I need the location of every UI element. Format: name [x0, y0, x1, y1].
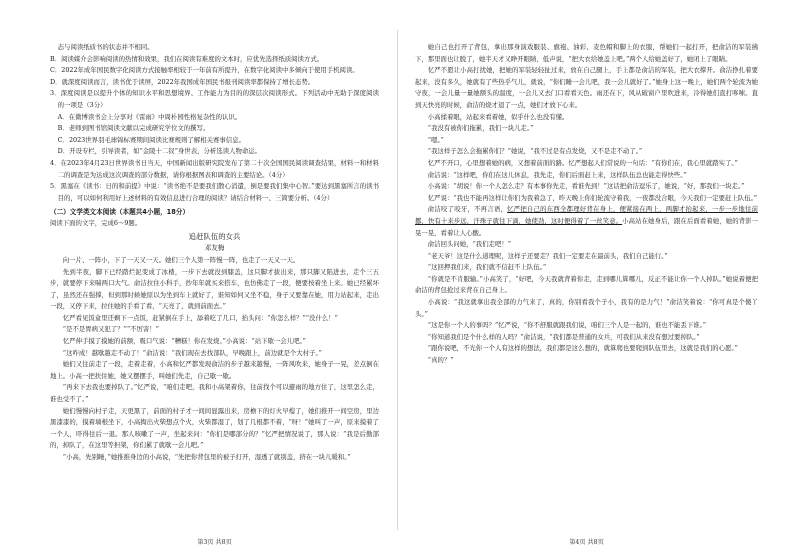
story-paragraph: 小高说：“胡说！你一个人怎么走？有本事你先走，看谁先到！”这话把俞洁逗乐了，她说，“好，那我们一块走。”	[427, 182, 745, 191]
page-number-4: 第4页 共8页	[569, 539, 604, 546]
q3-option-c: C．2023世界羽毛球锦标赛期间阅读比赛规则了解相关赛事信息。	[57, 135, 245, 144]
q3-option-b: B．老师到图书馆阅读文献以完成研究学位文的撰写。	[57, 124, 210, 133]
story-paragraph: 俞洁回头问她，“我们走吧！”	[427, 240, 512, 249]
story-paragraph: “老天爷！这是什么道理呢，这样子还要走？我们一定要走在最前头，我们自己能行。”	[427, 251, 668, 260]
q2-option-b: B．阅读媒介会影响阅读的热情和效果，我们在阅读有难度的文本时，应优先选择纸质阅读方式。	[50, 54, 324, 63]
paragraph-tail: 小高站在她身后，跟在后面看着她，她的背影一晃一晃，看着让人心酸。	[415, 216, 759, 237]
story-paragraph: 她们慢慢向村子走，天更黑了，前面的村子才一间间显露出来，房檐下的灯火早熄了，她们推开一间空房，里边黑漆漆的，摸着墙根坐下，小高掏出火柴想点个火，火柴都湿了，划了几根都不着，“呀！”她叫了一声，原来摸着了一个人，吓得往后一退。那人咳嗽了一声，坐起来问：“你们是哪部分的？”忆严把情况说了，那人说：“我是后勤部的，掉队了，在这里等担架，你们累了就歇一会儿吧。”	[50, 406, 379, 450]
q4-stem: 4．在2023年4月23日世界读书日当天，中国新闻出版研究院发布了第二十次全国国民阅读调查结果，材料一和材料二的调查是为达成这次调查的部分数据，请你根据图表和调查的主要结论。（4分）	[50, 158, 379, 179]
q3-stem: 3．深度阅读是以提升个体的知识水平和思想境界、工作能力为目的的深层次阅读形式。下列活动中无助于深度阅读的一项是（3分）	[50, 89, 379, 109]
story-paragraph: “跟你说吧，不光你一个人有这样的想法，我们都是这么想的，就算爬也要爬到队伍里去，这就是我们的心愿。”	[427, 344, 738, 353]
story-paragraph: 忆严伸手摸了摸她的前额，吸口气说：“糟糕！你在发烧。”小高说：“站下歇一会儿吧。”	[62, 337, 306, 346]
q2-option-c: C．2022年成年国民数字化阅读方式接触率相较于一年前有所提升，在数字化阅读中多倾向于使用手机阅读。	[50, 66, 359, 75]
story-paragraph: “你知道我们是个什么样的人吗？”俞洁说，“我们都是普通的女兵，可我们从来没有想过要掉队。”	[427, 332, 700, 341]
story-paragraph: 忆严不开口，心里想着她的病，又想着前面的路。忆严想起人们常说的一句话：“有你们在，我心里就踏实了。”	[427, 158, 738, 167]
story-paragraph: “你就是不肯服输。”小高笑了，“好吧，今天我就背着你走，走到哪儿算哪儿，反正不能让你一个人掉队。”她说着便把俞洁的背包抢过来背在自己身上。	[415, 274, 758, 295]
story-paragraph: “我没有被你们拖累，我们一块儿走。”	[427, 124, 534, 133]
story-paragraph: “这咋成！越歇越走不动了！”俞洁说：“我们现在去找部队，早晚跟上，前边就是个大村子。”	[62, 348, 322, 357]
story-paragraph: 忆严说：“我也不能再这样让你们为我着急了，昨天晚上你们轮流守着我，一夜都没合眼，今天我们一定要赶上队伍。”	[427, 193, 758, 202]
q3-option-a: A．在微博读书会上分享对《雷雨》中周朴园性格复杂性的认识。	[57, 112, 242, 121]
q2-b-continued: 态与阅读纸质书的状态并不相同。	[57, 43, 154, 51]
story-paragraph: 她们又往前走了一段，走着走着，小高和忆严都发现俞洁的步子越来越慢，一阵风吹来，她身子一晃，差点倒在地上。小高一把扶住她，她又摆摆手，叫她们先走，自己歇一歇。	[50, 360, 379, 380]
story-paragraph: “这是你一个人的事吗？”忆严说，“你不舒服就跟我们说，咱们三个人是一起的，谁也不能丢下谁。”	[427, 321, 707, 330]
story-paragraph: “我这样子怎么会拖累你们？”她说，“我不过是有点发烧，又不是走不动了。”	[427, 147, 643, 156]
story-paragraph: 她自己也打开了背包，拿出那身演戏服装、旗袍、油彩、麦色帽和脚上的衣服，帮她们一起打开，把俞洁的军装拂下，那里面也让脱了，她半天才又睁开眼睛，低声说，“把大衣给她盖上吧。”两个人给她盖好了，她闭上了眼睛。	[415, 43, 758, 63]
story-paragraph: “嗯。”	[427, 135, 444, 144]
page-number-3: 第3页 共8页	[197, 539, 232, 546]
q5-stem: 5．黑塞在《读书：日的和前提》中说：“读书绝不是要我们散心消遣，倒是要我们集中心智。”要达到黑塞所言的读书目的，可以如何利用好上述材料的有效信息进行合理的阅读？请结合材料一、三简要分析。（4分）	[50, 182, 379, 202]
story-paragraph-underlined	[415, 204, 758, 239]
underlined-passage: 忆严把自己的东西全都理好背在身上，便紧接在两上，两脚才抬起来，一步一步地往前挪，快有十来步远，汗珠子就往下滴，她使劲，这时便得着了一丝笑意。	[415, 205, 759, 225]
q2-option-d: D．就深度阅读而言，读书优于读屏，2022年我国成年国民书报刊阅读率都保持了增长态势。	[50, 77, 315, 86]
story-paragraph: 俞洁说：“这样吧，你们在这儿休息，我先走，你们后面赶上来，这样队伍总也能走得快些。”	[427, 170, 687, 179]
story-paragraph: 忆严不愿让小高打扰她，把她的军装轻轻扯过来，放在自己腿上，手上都是俞洁的军装，把大衣撑开。俞洁挣扎着要起来，没有多久，她就有了些热乎气儿，就说，“你们睡一会儿吧，我一会儿就好了。”她身上这一晚上，她们两个轮流为她守夜，一会儿量一量她额头的温度，一会儿又去门口看看天色。雨还在下，风从破窗户里吹进来，冷得她们直打哆嗦。直到天快亮的时候，俞洁的烧才退了一点，她们才放下心来。	[415, 66, 758, 109]
story-paragraph: 小高揉着眼，站起来看着她，似乎什么也没有懂。	[427, 112, 569, 121]
story-paragraph: 小高说：“我这就拿出我全部的力气来了，真的，你别看我个子小，我有的是力气！”俞洁笑着说：“你可真是个傻丫头。”	[415, 298, 758, 318]
story-paragraph: “再来下去我也要掉队了。”忆严说，“咱们走吧，我和小高架着你，往前找个可以避雨的地方住了，这里怎么走，谁也受不了。”	[50, 383, 379, 404]
story-paragraph: “真的？”	[427, 356, 454, 365]
story-paragraph: 向一片、一阵小，下了一天又一天。她们三个人第一阵慢一阵，也走了一天又一天。	[62, 255, 300, 264]
story-paragraph: “是不是胃病又犯了？”“不厉害！”	[62, 325, 159, 334]
story-paragraph: 忆严看见饭盒里还剩下一点饭，赶紧倒在手上，舔着吃了几口，抬头问：“你怎么样？”“没什么！”	[62, 313, 338, 322]
page-4	[397, 0, 794, 558]
section-instruction: 阅读下面的文字，完成6～9题。	[50, 219, 142, 228]
story-author: 邓友梅	[204, 243, 225, 252]
story-paragraph: “这回押我们来，我们就不信赶不上队伍。”	[427, 263, 547, 272]
section-heading: （二）文学类文本阅读（本题共4小题，18分）	[50, 208, 190, 217]
story-paragraph: “小高，先别睡，”她推推身边的小高说，“先把你背包里的被子打开，湿透了就别盖，挤在一块儿暖和。”	[62, 453, 351, 461]
paragraph-lead: 俞洁咬了咬牙，不再言语，	[427, 205, 508, 214]
story-paragraph: 先到半夜，脚下已经踏烂泥变成了冰楂，一步下去就没到膝盖，这只脚才拔出来，那只脚又陷进去，走个三五步，就要停下来喘两口大气。俞洁拉住小科手，抄年年就买来搭车，也仿佛走了一段，便要按着坐上来。她已经累坏了，虽然还在强撑，但到那时候她原以为坐到车上就好了，谁知如何又坐不稳，身子又要靠在她，用力站起来，走出一段，又停下来，拉住她的手看了看，“天亮了，就到前面去。”	[50, 267, 379, 311]
q3-option-d: D．开设专栏，引导读者，如“金陵十二钗”身世表，分析选读人物命运。	[57, 147, 262, 156]
story-title: 追赶队伍的女兵	[188, 231, 241, 241]
